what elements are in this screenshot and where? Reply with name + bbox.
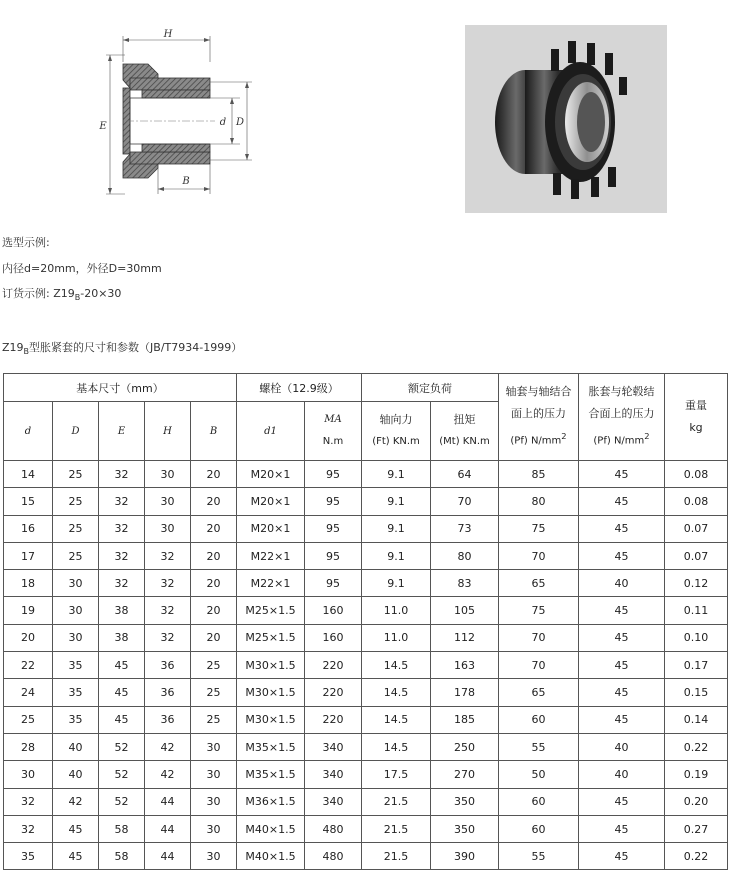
table-cell: 30 bbox=[145, 488, 191, 515]
table-cell: 220 bbox=[305, 652, 362, 679]
dim-D-label: D bbox=[235, 117, 245, 128]
table-cell: 21.5 bbox=[362, 788, 431, 815]
table-cell: 340 bbox=[305, 733, 362, 760]
table-cell: 32 bbox=[99, 515, 145, 542]
table-cell: 30 bbox=[191, 733, 237, 760]
table-cell: 32 bbox=[145, 597, 191, 624]
table-cell: 14.5 bbox=[362, 652, 431, 679]
table-cell: 45 bbox=[579, 843, 665, 870]
table-cell: 30 bbox=[4, 761, 53, 788]
table-cell: 9.1 bbox=[362, 461, 431, 488]
table-cell: 45 bbox=[99, 679, 145, 706]
table-cell: 36 bbox=[145, 679, 191, 706]
table-cell: 30 bbox=[191, 761, 237, 788]
table-cell: 25 bbox=[191, 706, 237, 733]
table-cell: 32 bbox=[4, 815, 53, 842]
table-cell: 45 bbox=[579, 488, 665, 515]
table-cell: 30 bbox=[191, 788, 237, 815]
table-cell: 45 bbox=[99, 706, 145, 733]
table-cell: 45 bbox=[579, 515, 665, 542]
product-photo bbox=[465, 25, 667, 213]
header-basic-size: 基本尺寸（mm） bbox=[4, 374, 237, 402]
table-cell: 44 bbox=[145, 843, 191, 870]
table-cell: M25×1.5 bbox=[237, 624, 305, 651]
table-cell: 20 bbox=[191, 542, 237, 569]
dim-H-label: H bbox=[163, 29, 173, 40]
table-row bbox=[4, 461, 728, 488]
table-cell: 32 bbox=[4, 788, 53, 815]
table-cell: 55 bbox=[499, 733, 579, 760]
table-cell: 70 bbox=[499, 624, 579, 651]
table-cell: 32 bbox=[145, 624, 191, 651]
table-cell: 25 bbox=[4, 706, 53, 733]
spec-table-body bbox=[4, 461, 728, 870]
table-cell: 52 bbox=[99, 788, 145, 815]
table-cell: 40 bbox=[53, 761, 99, 788]
table-cell: 9.1 bbox=[362, 515, 431, 542]
table-cell: 24 bbox=[4, 679, 53, 706]
table-cell: 350 bbox=[431, 815, 499, 842]
table-cell: 20 bbox=[191, 461, 237, 488]
table-cell: 25 bbox=[53, 488, 99, 515]
caption-sub: B bbox=[23, 347, 30, 357]
header-weight bbox=[665, 374, 728, 461]
table-cell: 32 bbox=[145, 570, 191, 597]
MA-label: MA bbox=[324, 414, 342, 425]
table-cell: 45 bbox=[579, 597, 665, 624]
header-H: H bbox=[145, 402, 191, 461]
table-cell: 340 bbox=[305, 788, 362, 815]
table-cell: 178 bbox=[431, 679, 499, 706]
table-cell: 16 bbox=[4, 515, 53, 542]
table-cell: 14.5 bbox=[362, 679, 431, 706]
header-d: d bbox=[4, 402, 53, 461]
table-cell: 160 bbox=[305, 597, 362, 624]
header-MA bbox=[305, 402, 362, 461]
table-cell: 15 bbox=[4, 488, 53, 515]
table-cell: 40 bbox=[579, 733, 665, 760]
table-cell: 40 bbox=[579, 570, 665, 597]
shaft-pressure-unit: (Pf) $N/mm^2$ bbox=[510, 431, 567, 447]
axial-force-unit: (Ft) KN.m bbox=[372, 436, 420, 447]
table-cell: 11.0 bbox=[362, 624, 431, 651]
hub-pressure-line1: 胀套与轮毂结 bbox=[588, 385, 655, 399]
table-cell: 42 bbox=[145, 733, 191, 760]
table-row bbox=[4, 815, 728, 842]
table-cell: 35 bbox=[4, 843, 53, 870]
table-cell: 60 bbox=[499, 706, 579, 733]
table-cell: 64 bbox=[431, 461, 499, 488]
header-d1: d1 bbox=[237, 402, 305, 461]
table-cell: M22×1 bbox=[237, 570, 305, 597]
table-cell: 45 bbox=[99, 652, 145, 679]
table-row bbox=[4, 542, 728, 569]
table-cell: M20×1 bbox=[237, 461, 305, 488]
table-cell: 83 bbox=[431, 570, 499, 597]
table-cell: 0.27 bbox=[665, 815, 728, 842]
table-cell: 14.5 bbox=[362, 733, 431, 760]
table-cell: 30 bbox=[191, 815, 237, 842]
table-cell: 32 bbox=[99, 488, 145, 515]
table-cell: 25 bbox=[53, 542, 99, 569]
table-cell: 185 bbox=[431, 706, 499, 733]
header-bolt: 螺栓（12.9级） bbox=[237, 374, 362, 402]
table-cell: 65 bbox=[499, 679, 579, 706]
spec-table bbox=[3, 373, 728, 870]
table-cell: 35 bbox=[53, 706, 99, 733]
dim-B-label: B bbox=[182, 176, 190, 187]
table-cell: 52 bbox=[99, 733, 145, 760]
table-cell: 45 bbox=[579, 788, 665, 815]
table-cell: 350 bbox=[431, 788, 499, 815]
table-cell: 160 bbox=[305, 624, 362, 651]
torque-unit: (Mt) KN.m bbox=[439, 436, 490, 447]
table-cell: 45 bbox=[53, 815, 99, 842]
table-cell: M40×1.5 bbox=[237, 815, 305, 842]
table-cell: 17 bbox=[4, 542, 53, 569]
table-cell: M36×1.5 bbox=[237, 788, 305, 815]
order-suffix: -20×30 bbox=[80, 287, 122, 300]
table-cell: 21.5 bbox=[362, 843, 431, 870]
table-row bbox=[4, 706, 728, 733]
table-cell: 75 bbox=[499, 597, 579, 624]
table-cell: 25 bbox=[191, 652, 237, 679]
torque-label: 扭矩 bbox=[453, 413, 476, 426]
table-cell: 0.07 bbox=[665, 542, 728, 569]
hub-pressure-unit: (Pf) $N/mm^2$ bbox=[593, 431, 650, 447]
table-cell: 40 bbox=[53, 733, 99, 760]
table-cell: 35 bbox=[53, 679, 99, 706]
table-row bbox=[4, 624, 728, 651]
table-cell: 45 bbox=[579, 542, 665, 569]
table-cell: 95 bbox=[305, 542, 362, 569]
table-cell: 9.1 bbox=[362, 488, 431, 515]
table-cell: 0.20 bbox=[665, 788, 728, 815]
table-cell: 95 bbox=[305, 488, 362, 515]
table-cell: 0.22 bbox=[665, 733, 728, 760]
table-cell: 85 bbox=[499, 461, 579, 488]
header-rated-load: 额定负荷 bbox=[362, 374, 499, 402]
table-cell: 55 bbox=[499, 843, 579, 870]
table-cell: 11.0 bbox=[362, 597, 431, 624]
table-cell: 45 bbox=[579, 706, 665, 733]
table-cell: 50 bbox=[499, 761, 579, 788]
table-row bbox=[4, 488, 728, 515]
order-sub: B bbox=[74, 293, 81, 303]
hub-pressure-line2: 合面上的压力 bbox=[588, 407, 655, 421]
table-cell: 80 bbox=[499, 488, 579, 515]
table-cell: 220 bbox=[305, 706, 362, 733]
table-cell: 30 bbox=[145, 515, 191, 542]
table-cell: 0.17 bbox=[665, 652, 728, 679]
table-cell: 75 bbox=[499, 515, 579, 542]
table-cell: 0.08 bbox=[665, 461, 728, 488]
table-cell: 32 bbox=[99, 461, 145, 488]
table-cell: 480 bbox=[305, 843, 362, 870]
table-cell: 0.11 bbox=[665, 597, 728, 624]
table-cell: 30 bbox=[53, 570, 99, 597]
table-row bbox=[4, 570, 728, 597]
table-cell: 390 bbox=[431, 843, 499, 870]
selection-title: 选型示例: bbox=[2, 236, 50, 249]
caption-prefix: Z19 bbox=[2, 341, 24, 354]
table-cell: 40 bbox=[579, 761, 665, 788]
table-caption bbox=[2, 339, 242, 356]
table-cell: 80 bbox=[431, 542, 499, 569]
table-cell: 25 bbox=[191, 679, 237, 706]
table-cell: 20 bbox=[4, 624, 53, 651]
table-cell: 38 bbox=[99, 597, 145, 624]
table-cell: 45 bbox=[579, 652, 665, 679]
table-cell: 35 bbox=[53, 652, 99, 679]
table-cell: 95 bbox=[305, 461, 362, 488]
table-row bbox=[4, 761, 728, 788]
table-cell: 112 bbox=[431, 624, 499, 651]
table-cell: M35×1.5 bbox=[237, 761, 305, 788]
table-cell: 95 bbox=[305, 570, 362, 597]
table-cell: M30×1.5 bbox=[237, 706, 305, 733]
table-cell: 42 bbox=[53, 788, 99, 815]
table-cell: 340 bbox=[305, 761, 362, 788]
table-cell: 19 bbox=[4, 597, 53, 624]
table-cell: 20 bbox=[191, 488, 237, 515]
table-cell: 0.07 bbox=[665, 515, 728, 542]
table-cell: 45 bbox=[579, 815, 665, 842]
table-cell: 0.19 bbox=[665, 761, 728, 788]
table-cell: 20 bbox=[191, 515, 237, 542]
table-row bbox=[4, 515, 728, 542]
table-cell: 32 bbox=[99, 542, 145, 569]
table-cell: 95 bbox=[305, 515, 362, 542]
table-cell: 30 bbox=[53, 624, 99, 651]
table-cell: 32 bbox=[145, 542, 191, 569]
table-cell: 60 bbox=[499, 815, 579, 842]
table-cell: 70 bbox=[499, 652, 579, 679]
table-cell: 73 bbox=[431, 515, 499, 542]
table-cell: 52 bbox=[99, 761, 145, 788]
table-cell: 270 bbox=[431, 761, 499, 788]
table-cell: 18 bbox=[4, 570, 53, 597]
table-cell: 163 bbox=[431, 652, 499, 679]
header-E: E bbox=[99, 402, 145, 461]
table-cell: 30 bbox=[145, 461, 191, 488]
table-cell: 38 bbox=[99, 624, 145, 651]
MA-unit: N.m bbox=[322, 436, 344, 447]
table-cell: 30 bbox=[191, 843, 237, 870]
dim-E-label: E bbox=[99, 121, 107, 132]
table-cell: 0.14 bbox=[665, 706, 728, 733]
header-axial-force bbox=[362, 402, 431, 461]
table-cell: 20 bbox=[191, 570, 237, 597]
selection-spec: 内径d=20mm，外径D=30mm bbox=[2, 262, 162, 275]
table-cell: 14.5 bbox=[362, 706, 431, 733]
table-cell: 70 bbox=[431, 488, 499, 515]
table-cell: 0.10 bbox=[665, 624, 728, 651]
table-cell: 30 bbox=[53, 597, 99, 624]
table-cell: 42 bbox=[145, 761, 191, 788]
table-cell: M40×1.5 bbox=[237, 843, 305, 870]
table-cell: 0.15 bbox=[665, 679, 728, 706]
table-cell: 25 bbox=[53, 515, 99, 542]
header-D: D bbox=[53, 402, 99, 461]
table-cell: 36 bbox=[145, 706, 191, 733]
table-cell: 9.1 bbox=[362, 570, 431, 597]
table-row bbox=[4, 597, 728, 624]
table-cell: 17.5 bbox=[362, 761, 431, 788]
table-cell: 0.22 bbox=[665, 843, 728, 870]
header-B: B bbox=[191, 402, 237, 461]
sleeve-section-drawing bbox=[90, 22, 260, 212]
table-cell: 480 bbox=[305, 815, 362, 842]
table-cell: 45 bbox=[53, 843, 99, 870]
table-cell: 220 bbox=[305, 679, 362, 706]
table-cell: 250 bbox=[431, 733, 499, 760]
table-cell: M30×1.5 bbox=[237, 679, 305, 706]
table-cell: M30×1.5 bbox=[237, 652, 305, 679]
table-cell: 58 bbox=[99, 843, 145, 870]
table-cell: M20×1 bbox=[237, 488, 305, 515]
table-cell: 20 bbox=[191, 624, 237, 651]
header-shaft-pressure bbox=[499, 374, 579, 461]
table-cell: 25 bbox=[53, 461, 99, 488]
caption-suffix: 型胀紧套的尺寸和参数（JB/T7934-1999） bbox=[29, 341, 243, 354]
header-torque bbox=[431, 402, 499, 461]
table-cell: 60 bbox=[499, 788, 579, 815]
table-cell: 22 bbox=[4, 652, 53, 679]
table-cell: 105 bbox=[431, 597, 499, 624]
table-row bbox=[4, 788, 728, 815]
table-cell: 65 bbox=[499, 570, 579, 597]
table-cell: 45 bbox=[579, 624, 665, 651]
table-row bbox=[4, 733, 728, 760]
table-cell: 58 bbox=[99, 815, 145, 842]
table-cell: 44 bbox=[145, 815, 191, 842]
table-cell: M35×1.5 bbox=[237, 733, 305, 760]
weight-label: 重量 bbox=[685, 399, 707, 412]
dim-d-label: d bbox=[219, 117, 227, 128]
order-prefix: 订货示例: Z19 bbox=[2, 287, 75, 300]
table-cell: 0.08 bbox=[665, 488, 728, 515]
table-row bbox=[4, 652, 728, 679]
shaft-pressure-line2: 面上的压力 bbox=[511, 407, 566, 421]
table-cell: 36 bbox=[145, 652, 191, 679]
table-cell: M25×1.5 bbox=[237, 597, 305, 624]
table-cell: 14 bbox=[4, 461, 53, 488]
weight-unit: kg bbox=[689, 421, 703, 434]
table-cell: 21.5 bbox=[362, 815, 431, 842]
table-cell: 44 bbox=[145, 788, 191, 815]
table-cell: 70 bbox=[499, 542, 579, 569]
shaft-pressure-line1: 轴套与轴结合 bbox=[505, 385, 572, 399]
table-cell: 28 bbox=[4, 733, 53, 760]
order-example bbox=[2, 285, 121, 302]
table-row bbox=[4, 843, 728, 870]
table-cell: M22×1 bbox=[237, 542, 305, 569]
axial-force-label: 轴向力 bbox=[379, 413, 413, 426]
table-cell: 20 bbox=[191, 597, 237, 624]
header-hub-pressure bbox=[579, 374, 665, 461]
expansion-sleeve-image bbox=[465, 25, 667, 213]
table-cell: 45 bbox=[579, 461, 665, 488]
table-cell: 9.1 bbox=[362, 542, 431, 569]
table-row bbox=[4, 679, 728, 706]
table-cell: 45 bbox=[579, 679, 665, 706]
table-cell: 32 bbox=[99, 570, 145, 597]
table-cell: M20×1 bbox=[237, 515, 305, 542]
table-cell: 0.12 bbox=[665, 570, 728, 597]
